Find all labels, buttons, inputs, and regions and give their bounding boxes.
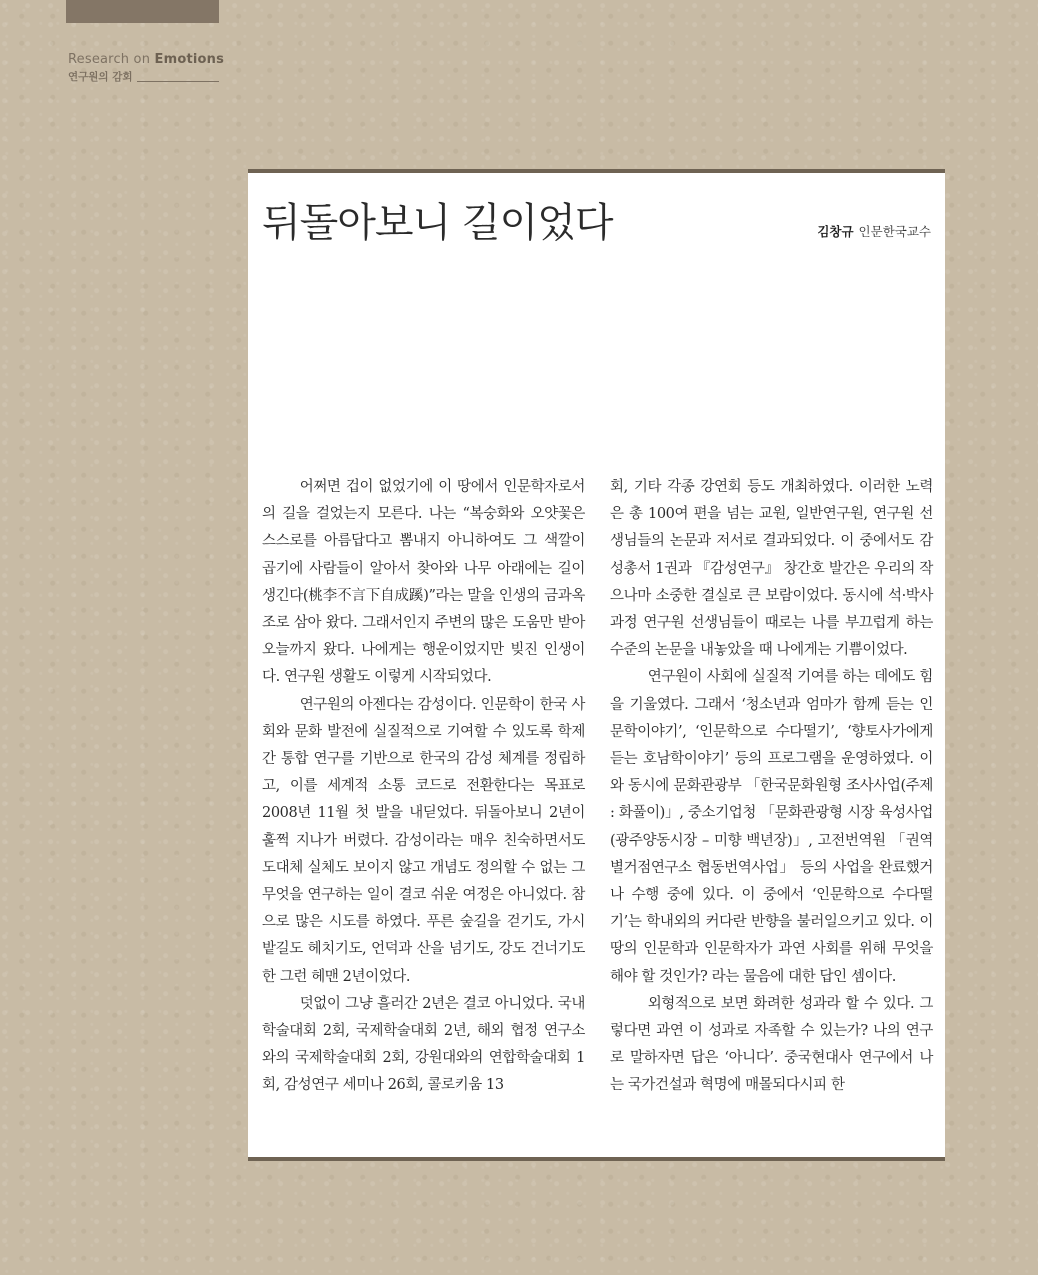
section-label [68,51,225,84]
paragraph: 연구원의 아젠다는 감성이다. 인문학이 한국 사회와 문화 발전에 실질적으로 기여할 수 있도록 학제 간 통합 연구를 기반으로 한국의 감성 체계를 정립하고, 이를 세계적 소통 코드로 전환한다는 목표로 2008년 11월 첫 발을 내딛었다. 뒤돌아보니 2년이 훌쩍 지나가 버렸다. 감성이라는 매우 친숙하면서도 도대체 실체도 보이지 않고 개념도 정의할 수 없는 그 무엇을 연구하는 일이 결코 쉬운 여정은 아니었다. 참으로 많은 시도를 하였다. 푸른 숲길을 걷기도, 가시밭길도 헤치기도, 언덕과 산을 넘기도, 강도 건너기도 한 그런 헤맨 2년이었다. [262,696,585,985]
paragraph: 외형적으로 보면 화려한 성과라 할 수 있다. 그렇다면 과연 이 성과로 자족할 수 있는가? 나의 연구로 말하자면 답은 ‘아니다’. 중국현대사 연구에서 나는 국가건설과 혁명에 매몰되다시피 한 [610,995,933,1094]
section-subtitle-row [68,71,219,84]
section-title-korean: 연구원의 감회 [68,71,133,83]
paragraph: 덧없이 그냥 흘러간 2년은 결코 아니었다. 국내학술대회 2회, 국제학술대회 2년, 해외 협정 연구소와의 국제학술대회 2회, 강원대와의 연합학술대회 1회, 감성연구 세미나 26회, 콜로키움 13 [262,995,585,1094]
paragraph: 어쩌면 겁이 없었기에 이 땅에서 인문학자로서의 길을 걸었는지 모른다. 나는 “복숭화와 오얏꽃은 스스로를 아름답다고 뽐내지 아니하여도 그 색깔이 곱기에 사람들이 알아서 찾아와 나무 아래에는 길이 생긴다(桃李不言下自成蹊)”라는 말을 인생의 금과옥조로 삼아 왔다. 그래서인지 주변의 많은 도움만 받아 오늘까지 왔다. 나에게는 행운이었지만 빚진 인생이다. 연구원 생활도 이렇게 시작되었다. [262,479,585,686]
section-title-light: Research on [68,52,155,67]
article-column-right [610,474,933,1100]
paragraph: 연구원이 사회에 실질적 기여를 하는 데에도 힘을 기울였다. 그래서 ‘청소년과 엄마가 함께 듣는 인문학이야기’, ‘인문학으로 수다떨기’, ‘향토사가에게 듣는 호남학이야기’ 등의 프로그램을 운영하였다. 이와 동시에 문화관광부 「한국문화원형 조사사업(주제 : 화풀이)」, 중소기업청 「문화관광형 시장 육성사업(광주양동시장 – 미향 백년장)」, 고전번역원 「권역별거점연구소 협동번역사업」 등의 사업을 완료했거나 수행 중에 있다. 이 중에서 ‘인문학으로 수다떨기’는 학내외의 커다란 반향을 불러일으키고 있다. 이 땅의 인문학과 인문학자가 과연 사회를 위해 무엇을 해야 할 것인가? 라는 물음에 대한 답인 셈이다. [610,669,933,985]
section-title-english [68,51,225,69]
article-column-left [262,474,585,1100]
article-title: 뒤돌아보니 길이었다 [262,200,613,246]
author-line [817,222,931,240]
author-name: 김창규 [817,224,854,239]
section-rule [137,81,219,82]
section-title-bold: Emotions [154,52,225,67]
header-tab-bar [66,0,219,23]
paragraph-continued: 회, 기타 각종 강연회 등도 개최하였다. 이러한 노력은 총 100여 편을 넘는 교원, 일반연구원, 연구원 선생님들의 논문과 저서로 결과되었다. 이 중에서도 감성총서 1권과 『감성연구』 창간호 발간은 우리의 작으나마 소중한 결실로 큰 보람이었다. 동시에 석·박사과정 연구원 선생님들이 때로는 나를 부끄럽게 하는 수준의 논문을 내놓았을 때 나에게는 기쁨이었다. [610,479,933,659]
author-affiliation: 인문한국교수 [858,224,931,239]
article-panel [248,169,945,1161]
